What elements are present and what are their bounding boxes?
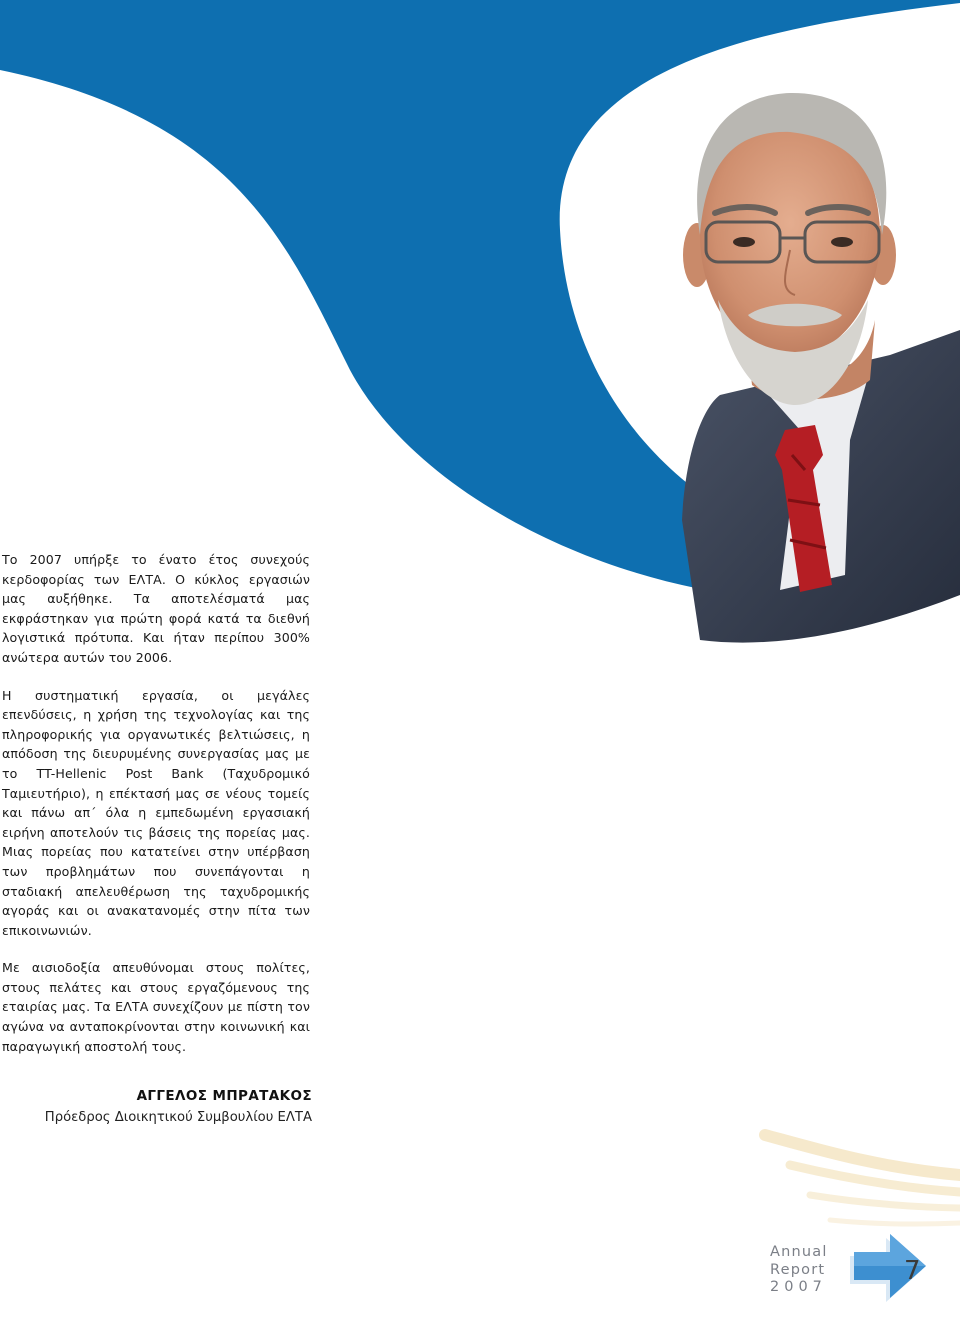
signatory-title: Πρόεδρος Διοικητικού Συμβουλίου ΕΛΤΑ bbox=[44, 1110, 312, 1125]
signature-block bbox=[0, 1086, 312, 1128]
signatory-name: ΑΓΓΕΛΟΣ ΜΠΡΑΤΑΚΟΣ bbox=[136, 1088, 312, 1104]
wave-decoration bbox=[765, 1135, 960, 1224]
message-body bbox=[2, 550, 310, 1074]
logo-year: 2007 bbox=[770, 1279, 827, 1295]
logo-line-report: Report bbox=[770, 1261, 826, 1278]
page-number: 7 bbox=[904, 1256, 921, 1286]
paragraph-1: Το 2007 υπήρξε το ένατο έτος συνεχούς κερδοφορίας των ΕΛΤΑ. Ο κύκλος εργασιών μας αυξήθηκε. Τα αποτελέσματά μας εκφράστηκαν για πρώτη φορά κατά τα διεθνή λογιστικά πρότυπα. Και ήταν περίπου 300% ανώτερα αυτών του 2006. bbox=[2, 552, 310, 665]
paragraph-2: Η συστηματική εργασία, οι μεγάλες επενδύσεις, η χρήση της τεχνολογίας και της πληροφορικής για οργανωτικές βελτιώσεις, η απόδοση της διευρυμένης συνεργασίας μας με το TT-Hellenic Post Bank (Ταχυδρομικό Ταμιευτήριο), η επέκτασή μας σε νέους τομείς και πάνω απ΄ όλα η εμπεδωμένη εργασιακή ειρήνη αποτελούν τις βάσεις της πορείας μας. Μιας πορείας που κατατείνει στην υπέρβαση των προβλημάτων που συνεπάγονται η σταδιακή απελευθέρωση της ταχυδρομικής αγοράς και οι ανακατανομές στην πίτα των επικοινωνιών. bbox=[2, 687, 310, 938]
portrait-photo bbox=[682, 93, 960, 643]
paragraph-3: Με αισιοδοξία απευθύνομαι στους πολίτες, στους πελάτες και στους εργαζόμενους της εταιρίας μας. Τα ΕΛΤΑ συνεχίζουν με πίστη τον αγώνα να ανταποκρίνονται στην κοινωνική και παραγωγική αποστολή τους. bbox=[2, 960, 310, 1054]
annual-report-logo bbox=[768, 1234, 958, 1302]
logo-text bbox=[770, 1244, 828, 1297]
logo-line-annual: Annual bbox=[770, 1244, 828, 1260]
